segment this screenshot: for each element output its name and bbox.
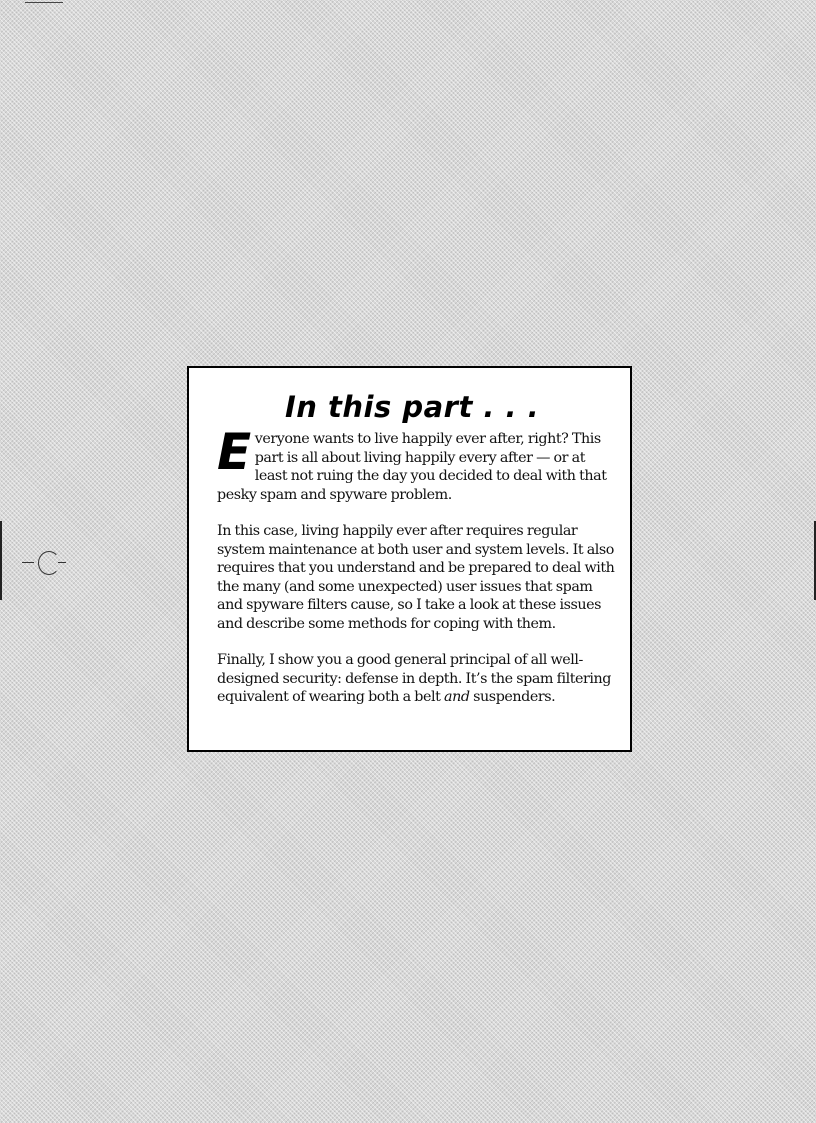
part-intro-body — [217, 423, 617, 725]
top-crop-rule — [25, 2, 63, 3]
drop-cap: E — [217, 423, 251, 481]
third-paragraph-emphasis: and — [444, 689, 470, 705]
registration-mark-icon — [22, 550, 66, 576]
third-paragraph-text-after: suspenders. — [469, 689, 556, 705]
second-paragraph: In this case, living happily ever after requires regular system maintenance at both user and system levels. It also requires that you understand and be prepared to deal with the many (and some unexpected) user issues that spam and spyware filters cause, so I take a look at these issues and describe some methods for coping with them. — [217, 523, 615, 632]
intro-paragraph-text: veryone wants to live happily ever after, right? This part is all about living happily every after — or at least not ruing the day you decided to deal with that pesky spam and spyware problem. — [217, 431, 607, 503]
third-paragraph-text-before: Finally, I show you a good general principal of all well-designed security: defense in depth. It’s the spam filtering equivalent of wearing both a belt — [217, 652, 611, 705]
part-intro-title: In this part . . . — [285, 390, 540, 424]
third-paragraph — [217, 651, 617, 707]
part-intro-box — [187, 366, 632, 752]
intro-paragraph — [217, 423, 617, 504]
left-edge-mark — [0, 521, 2, 600]
